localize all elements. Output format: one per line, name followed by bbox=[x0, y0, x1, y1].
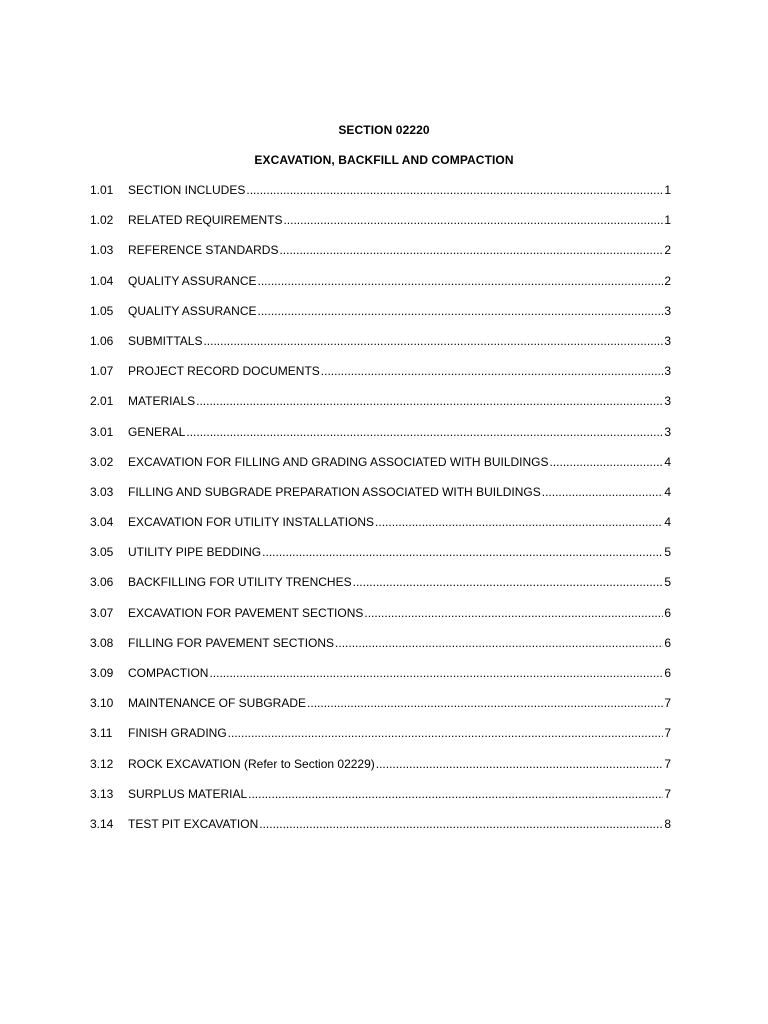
toc-entry-title: COMPACTION bbox=[128, 666, 209, 680]
toc-entry[interactable] bbox=[90, 394, 671, 424]
dot-leader bbox=[228, 726, 664, 740]
dot-leader bbox=[279, 243, 663, 257]
section-number: SECTION 02220 bbox=[338, 123, 430, 137]
toc-entry[interactable] bbox=[90, 183, 671, 213]
dot-leader bbox=[550, 455, 664, 469]
toc-entry-number: 1.02 bbox=[90, 213, 114, 228]
toc-entry-page: 6 bbox=[664, 635, 671, 650]
toc-entry[interactable] bbox=[90, 666, 671, 696]
toc-entry-title: QUALITY ASSURANCE bbox=[128, 303, 257, 318]
dot-leader bbox=[248, 787, 663, 801]
toc-entry-title: MATERIALS bbox=[128, 394, 196, 409]
dot-leader bbox=[196, 394, 663, 408]
toc-entry-title: FILLING FOR PAVEMENT SECTIONS bbox=[128, 635, 335, 650]
toc-entry[interactable] bbox=[90, 274, 671, 304]
toc-entry-number: 3.02 bbox=[90, 454, 114, 469]
table-of-contents bbox=[90, 183, 671, 847]
toc-entry[interactable] bbox=[90, 606, 671, 636]
toc-entry-page: 8 bbox=[664, 816, 671, 831]
dot-leader bbox=[364, 606, 663, 620]
toc-entry-title: TEST PIT EXCAVATION bbox=[128, 816, 259, 831]
toc-entry-number: 1.03 bbox=[90, 243, 114, 258]
toc-entry-number: 3.11 bbox=[90, 726, 113, 741]
toc-entry-number: 3.03 bbox=[90, 484, 114, 499]
toc-entry-title: RELATED REQUIREMENTS bbox=[128, 213, 283, 228]
toc-entry-title: MAINTENANCE OF SUBGRADE bbox=[128, 696, 307, 711]
toc-entry-page: 2 bbox=[664, 243, 671, 258]
toc-entry[interactable] bbox=[90, 213, 671, 243]
toc-entry[interactable] bbox=[90, 636, 671, 666]
toc-entry-title: EXCAVATION FOR PAVEMENT SECTIONS bbox=[128, 605, 364, 620]
toc-entry-page: 7 bbox=[664, 756, 671, 771]
dot-leader bbox=[203, 334, 663, 348]
toc-entry[interactable] bbox=[90, 425, 671, 455]
toc-entry-title: QUALITY ASSURANCE bbox=[128, 273, 257, 288]
toc-entry-title: FINISH GRADING bbox=[128, 726, 227, 741]
toc-entry[interactable] bbox=[90, 334, 671, 364]
dot-leader bbox=[209, 666, 663, 680]
dot-leader bbox=[283, 213, 663, 227]
dot-leader bbox=[257, 304, 663, 318]
toc-entry-page: 3 bbox=[664, 303, 671, 318]
toc-entry-page: 4 bbox=[664, 484, 671, 499]
toc-entry-number: 3.08 bbox=[90, 635, 114, 650]
toc-entry[interactable] bbox=[90, 726, 671, 756]
toc-entry-page: 1 bbox=[664, 213, 671, 228]
toc-entry[interactable] bbox=[90, 696, 671, 726]
toc-entry-title: UTILITY PIPE BEDDING bbox=[128, 545, 262, 560]
toc-entry[interactable] bbox=[90, 304, 671, 334]
toc-entry-title: ROCK EXCAVATION (Refer to Section 02229) bbox=[128, 756, 375, 771]
section-title: EXCAVATION, BACKFILL AND COMPACTION bbox=[254, 153, 514, 167]
dot-leader bbox=[542, 485, 664, 499]
toc-entry-title: REFERENCE STANDARDS bbox=[128, 243, 279, 258]
toc-entry-number: 3.06 bbox=[90, 575, 114, 590]
toc-entry-page: 3 bbox=[664, 364, 671, 379]
toc-entry[interactable] bbox=[90, 364, 671, 394]
toc-entry-number: 3.07 bbox=[90, 605, 114, 620]
toc-entry[interactable] bbox=[90, 545, 671, 575]
toc-entry-title: BACKFILLING FOR UTILITY TRENCHES bbox=[128, 575, 352, 590]
dot-leader bbox=[335, 636, 663, 650]
toc-entry-page: 5 bbox=[664, 545, 671, 560]
toc-entry-number: 1.06 bbox=[90, 333, 114, 348]
toc-entry-title: EXCAVATION FOR UTILITY INSTALLATIONS bbox=[128, 515, 375, 530]
dot-leader bbox=[259, 817, 663, 831]
toc-entry-page: 7 bbox=[664, 726, 671, 741]
toc-entry-number: 3.04 bbox=[90, 515, 114, 530]
toc-entry-page: 3 bbox=[664, 424, 671, 439]
toc-entry-page: 1 bbox=[664, 183, 671, 197]
dot-leader bbox=[246, 183, 663, 197]
toc-entry-number: 3.12 bbox=[90, 756, 114, 771]
toc-entry-page: 7 bbox=[664, 786, 671, 801]
toc-entry-number: 3.14 bbox=[90, 816, 114, 831]
dot-leader bbox=[186, 425, 663, 439]
toc-entry-number: 1.04 bbox=[90, 273, 114, 288]
toc-entry[interactable] bbox=[90, 575, 671, 605]
toc-entry-title: GENERAL bbox=[128, 424, 186, 439]
toc-entry-page: 3 bbox=[664, 394, 671, 409]
toc-entry[interactable] bbox=[90, 515, 671, 545]
toc-entry-number: 3.09 bbox=[90, 666, 114, 680]
toc-entry-page: 4 bbox=[664, 515, 671, 530]
dot-leader bbox=[375, 515, 663, 529]
dot-leader bbox=[257, 274, 663, 288]
toc-entry-title: SECTION INCLUDES bbox=[128, 183, 246, 197]
toc-entry[interactable] bbox=[90, 243, 671, 273]
toc-entry-number: 3.13 bbox=[90, 786, 114, 801]
toc-entry-number: 3.10 bbox=[90, 696, 114, 711]
toc-entry-title: SURPLUS MATERIAL bbox=[128, 786, 248, 801]
toc-entry-number: 1.01 bbox=[90, 183, 114, 197]
toc-entry-page: 6 bbox=[664, 605, 671, 620]
toc-entry[interactable] bbox=[90, 757, 671, 787]
toc-entry-title: SUBMITTALS bbox=[128, 333, 203, 348]
dot-leader bbox=[353, 575, 664, 589]
toc-entry[interactable] bbox=[90, 455, 671, 485]
toc-entry-page: 6 bbox=[664, 666, 671, 680]
toc-entry-page: 3 bbox=[664, 333, 671, 348]
toc-entry-page: 7 bbox=[664, 696, 671, 711]
toc-entry-number: 3.05 bbox=[90, 545, 114, 560]
toc-entry[interactable] bbox=[90, 817, 671, 847]
dot-leader bbox=[376, 757, 664, 771]
dot-leader bbox=[307, 696, 663, 710]
toc-entry[interactable] bbox=[90, 787, 671, 817]
toc-entry-page: 2 bbox=[664, 273, 671, 288]
toc-entry-page: 4 bbox=[664, 454, 671, 469]
toc-entry-number: 1.07 bbox=[90, 364, 114, 379]
toc-entry-page: 5 bbox=[664, 575, 671, 590]
toc-entry-number: 2.01 bbox=[90, 394, 114, 409]
toc-entry-number: 3.01 bbox=[90, 424, 114, 439]
toc-entry-number: 1.05 bbox=[90, 303, 114, 318]
toc-entry[interactable] bbox=[90, 485, 671, 515]
toc-entry-title: PROJECT RECORD DOCUMENTS bbox=[128, 364, 320, 379]
dot-leader bbox=[321, 364, 664, 378]
toc-entry-title: EXCAVATION FOR FILLING AND GRADING ASSOCIATED WITH BUILDINGS bbox=[128, 454, 549, 469]
dot-leader bbox=[262, 545, 663, 559]
toc-entry-title: FILLING AND SUBGRADE PREPARATION ASSOCIATED WITH BUILDINGS bbox=[128, 484, 541, 499]
